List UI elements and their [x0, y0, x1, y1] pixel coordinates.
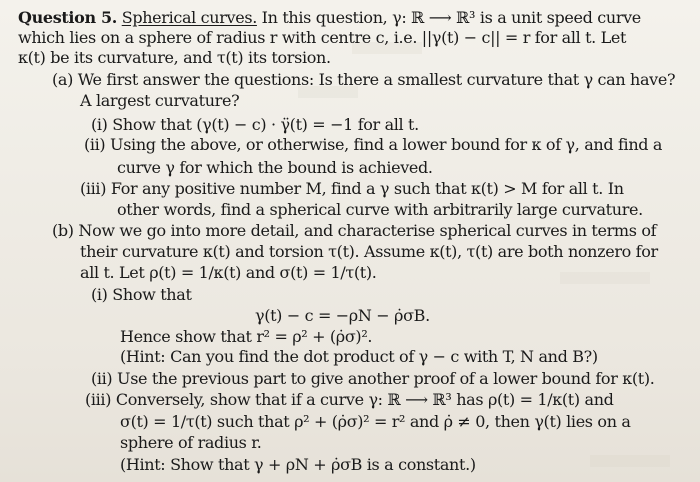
part-b-iii-line: (iii) Conversely, show that if a curve γ: ℝ ⟶ ℝ³ has ρ(t) = 1/κ(t) and	[85, 390, 614, 409]
question-heading-line	[18, 8, 641, 28]
part-a-i-line: (i) Show that (γ(t) − c) · γ̈(t) = −1 for all t.	[91, 115, 419, 134]
bleed-through-mark	[590, 455, 670, 467]
hint-line: (Hint: Show that γ + ρN + ρ̇σB is a constant.)	[120, 455, 476, 474]
part-b-ii-line: (ii) Use the previous part to give another proof of a lower bound for κ(t).	[91, 369, 655, 388]
question-number: Question 5.	[18, 8, 117, 27]
part-a-line: (a) We first answer the questions: Is there a smallest curvature that γ can have?	[52, 70, 676, 89]
text-line: other words, find a spherical curve with arbitrarily large curvature.	[117, 200, 643, 219]
question-topic: Spherical curves.	[121, 8, 257, 27]
text-line: σ(t) = 1/τ(t) such that ρ² + (ρ̇σ)² = r² and ρ̇ ≠ 0, then γ(t) lies on a	[120, 412, 631, 431]
text-line: Hence show that r² = ρ² + (ρ̇σ)².	[120, 327, 373, 346]
question-intro: In this question, γ: ℝ ⟶ ℝ³ is a unit speed curve	[256, 8, 641, 27]
part-b-line: (b) Now we go into more detail, and characterise spherical curves in terms of	[52, 221, 657, 240]
text-line: which lies on a sphere of radius r with centre c, i.e. ||γ(t) − c|| = r for all t. Let	[18, 28, 627, 47]
bleed-through-mark	[560, 272, 650, 284]
part-b-i-line: (i) Show that	[91, 285, 192, 304]
text-line: their curvature κ(t) and torsion τ(t). Assume κ(t), τ(t) are both nonzero for	[80, 242, 658, 261]
text-line: sphere of radius r.	[120, 433, 262, 452]
hint-line: (Hint: Can you find the dot product of γ − c with T, N and B?)	[120, 347, 598, 366]
text-line: A largest curvature?	[80, 91, 240, 110]
text-line: all t. Let ρ(t) = 1/κ(t) and σ(t) = 1/τ(t).	[80, 263, 377, 282]
part-a-ii-line: (ii) Using the above, or otherwise, find a lower bound for κ of γ, and find a	[84, 135, 663, 154]
text-line: κ(t) be its curvature, and τ(t) its torsion.	[18, 48, 331, 67]
text-line: curve γ for which the bound is achieved.	[117, 158, 433, 177]
display-equation: γ(t) − c = −ρN − ρ̇σB.	[255, 306, 430, 325]
part-a-iii-line: (iii) For any positive number M, find a γ such that κ(t) > M for all t. In	[80, 179, 624, 198]
